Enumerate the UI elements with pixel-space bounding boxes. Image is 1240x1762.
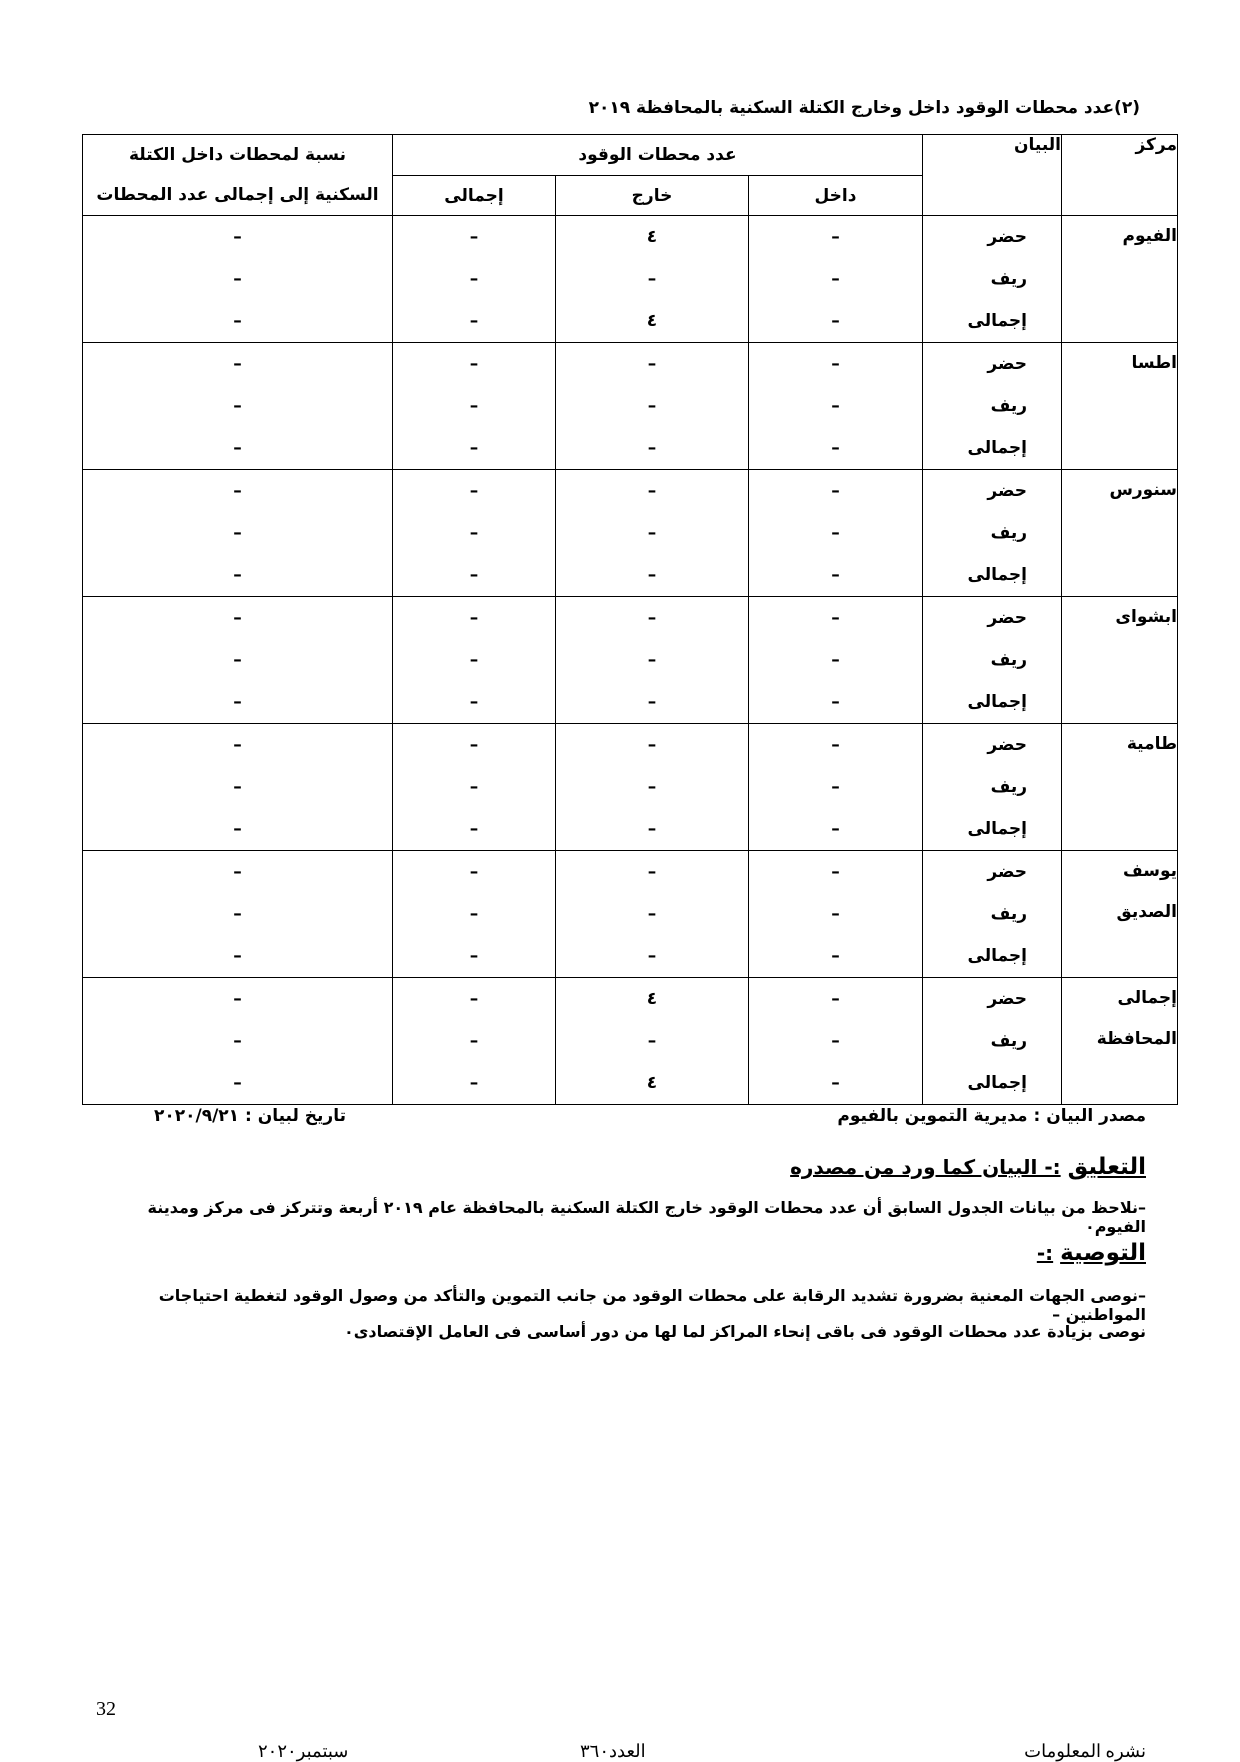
header-ratio bbox=[83, 135, 393, 216]
ratio-value: – bbox=[233, 565, 242, 585]
comment-heading-label: التعليق bbox=[1067, 1154, 1146, 1180]
bayan-label: حضر bbox=[987, 989, 1027, 1009]
date-text: تاريخ لبيان : ٢٠٢٠/٩/٢١ bbox=[154, 1106, 346, 1126]
outside-value: ٤ bbox=[646, 227, 658, 247]
inside-value: – bbox=[831, 692, 840, 712]
ratio-value: – bbox=[233, 989, 242, 1009]
outside-cell bbox=[556, 724, 749, 851]
bayan-label: حضر bbox=[987, 735, 1027, 755]
bayan-label: ريف bbox=[990, 523, 1027, 543]
ratio-cell bbox=[83, 978, 393, 1105]
inside-value: – bbox=[831, 946, 840, 966]
table-row-group bbox=[83, 470, 1178, 597]
outside-value: – bbox=[647, 269, 657, 289]
inside-value: – bbox=[831, 819, 840, 839]
total-cell bbox=[393, 978, 556, 1105]
ratio-value: – bbox=[233, 862, 242, 882]
markaz-name-line: الصديق bbox=[1116, 902, 1177, 922]
inside-value: – bbox=[831, 735, 840, 755]
ratio-value: – bbox=[233, 311, 242, 331]
markaz-name: الفيوم bbox=[1122, 226, 1177, 246]
header-total: إجمالى bbox=[393, 176, 556, 216]
bayan-label: ريف bbox=[990, 1031, 1027, 1051]
outside-cell bbox=[556, 343, 749, 470]
table-row-group bbox=[83, 597, 1178, 724]
inside-value: – bbox=[831, 862, 840, 882]
ratio-value: – bbox=[233, 354, 242, 374]
outside-cell bbox=[556, 597, 749, 724]
outside-cell bbox=[556, 470, 749, 597]
ratio-value: – bbox=[233, 481, 242, 501]
inside-value: – bbox=[831, 227, 840, 247]
total-value: – bbox=[469, 396, 479, 416]
ratio-value: – bbox=[233, 946, 242, 966]
inside-value: – bbox=[831, 1031, 840, 1051]
inside-cell bbox=[749, 978, 923, 1105]
outside-cell bbox=[556, 978, 749, 1105]
comment-text: –نلاحظ من بيانات الجدول السابق أن عدد محطات الوقود خارج الكتلة السكنية بالمحافظة عام ٢٠١٩ أربعة وتتركز فى مركز ومدينة الفيوم٠ bbox=[147, 1198, 1146, 1236]
total-value: – bbox=[469, 1073, 479, 1093]
page-number: 32 bbox=[96, 1698, 116, 1720]
total-value: – bbox=[469, 354, 479, 374]
total-value: – bbox=[469, 650, 479, 670]
table-row-group bbox=[83, 851, 1178, 978]
ratio-cell bbox=[83, 216, 393, 343]
header-ratio-line1: نسبة لمحطات داخل الكتلة bbox=[128, 145, 346, 165]
table-row-group bbox=[83, 343, 1178, 470]
markaz-name-line: المحافظة bbox=[1096, 1029, 1177, 1049]
bayan-label: إجمالى bbox=[967, 565, 1027, 585]
total-value: – bbox=[469, 989, 479, 1009]
bayan-label: حضر bbox=[987, 227, 1027, 247]
outside-value: – bbox=[647, 565, 657, 585]
outside-value: – bbox=[647, 396, 657, 416]
bayan-label: إجمالى bbox=[967, 311, 1027, 331]
table-row-group bbox=[83, 978, 1178, 1105]
markaz-cell bbox=[1062, 470, 1178, 597]
bayan-cell bbox=[923, 470, 1062, 597]
ratio-value: – bbox=[233, 819, 242, 839]
total-value: – bbox=[469, 438, 479, 458]
outside-value: – bbox=[647, 819, 657, 839]
outside-value: – bbox=[647, 1031, 657, 1051]
outside-value: – bbox=[647, 608, 657, 628]
inside-value: – bbox=[831, 650, 840, 670]
ratio-value: – bbox=[233, 396, 242, 416]
inside-value: – bbox=[831, 481, 840, 501]
table-row-group bbox=[83, 216, 1178, 343]
total-value: – bbox=[469, 735, 479, 755]
inside-value: – bbox=[831, 523, 840, 543]
ratio-value: – bbox=[233, 650, 242, 670]
bayan-label: إجمالى bbox=[967, 438, 1027, 458]
footer-bulletin: نشره المعلومات bbox=[1024, 1741, 1146, 1761]
ratio-value: – bbox=[233, 227, 242, 247]
bayan-label: ريف bbox=[990, 777, 1027, 797]
total-value: – bbox=[469, 692, 479, 712]
ratio-value: – bbox=[233, 1073, 242, 1093]
inside-value: – bbox=[831, 354, 840, 374]
header-inside: داخل bbox=[749, 176, 923, 216]
recommendation-line-1: –نوصى الجهات المعنية بضرورة تشديد الرقابة على محطات الوقود من جانب التموين والتأكد من وصول الوقود لتغطية احتياجات المواطنين – bbox=[158, 1286, 1146, 1324]
total-value: – bbox=[469, 481, 479, 501]
header-stations: عدد محطات الوقود bbox=[393, 135, 923, 176]
total-value: – bbox=[469, 523, 479, 543]
markaz-cell bbox=[1062, 343, 1178, 470]
total-cell bbox=[393, 851, 556, 978]
markaz-cell bbox=[1062, 597, 1178, 724]
total-value: – bbox=[469, 904, 479, 924]
outside-value: – bbox=[647, 438, 657, 458]
ratio-value: – bbox=[233, 608, 242, 628]
total-cell bbox=[393, 343, 556, 470]
bayan-label: إجمالى bbox=[967, 819, 1027, 839]
bayan-label: ريف bbox=[990, 396, 1027, 416]
total-cell bbox=[393, 597, 556, 724]
recommendation-line-2: نوصى بزيادة عدد محطات الوقود فى باقى إنحاء المراكز لما لها من دور أساسى فى العامل الإقتصادى٠ bbox=[344, 1322, 1146, 1341]
ratio-cell bbox=[83, 724, 393, 851]
header-markaz: مركز bbox=[1062, 135, 1178, 216]
comment-heading bbox=[790, 1154, 1146, 1180]
bayan-cell bbox=[923, 978, 1062, 1105]
markaz-name: طامية bbox=[1126, 734, 1177, 754]
bayan-cell bbox=[923, 216, 1062, 343]
comment-heading-rest: :- البيان كما ورد من مصدره bbox=[790, 1155, 1061, 1179]
header-bayan: البيان bbox=[923, 135, 1062, 216]
markaz-name-line: إجمالى bbox=[1117, 988, 1177, 1008]
total-value: – bbox=[469, 777, 479, 797]
bayan-label: ريف bbox=[990, 650, 1027, 670]
bayan-cell bbox=[923, 724, 1062, 851]
header-outside: خارج bbox=[556, 176, 749, 216]
inside-cell bbox=[749, 597, 923, 724]
bayan-cell bbox=[923, 597, 1062, 724]
total-cell bbox=[393, 216, 556, 343]
outside-value: ٤ bbox=[646, 311, 658, 331]
footer-issue: العدد٣٦٠ bbox=[580, 1741, 646, 1761]
fuel-stations-table bbox=[82, 134, 1178, 1105]
source-text: مصدر البيان : مديرية التموين بالفيوم bbox=[837, 1106, 1146, 1126]
bayan-cell bbox=[923, 343, 1062, 470]
ratio-value: – bbox=[233, 1031, 242, 1051]
ratio-value: – bbox=[233, 692, 242, 712]
total-value: – bbox=[469, 311, 479, 331]
recommendation-heading-rest: :- bbox=[1036, 1241, 1054, 1265]
inside-cell bbox=[749, 216, 923, 343]
total-value: – bbox=[469, 565, 479, 585]
outside-value: – bbox=[647, 862, 657, 882]
bayan-label: إجمالى bbox=[967, 946, 1027, 966]
inside-value: – bbox=[831, 904, 840, 924]
outside-value: – bbox=[647, 692, 657, 712]
bayan-label: حضر bbox=[987, 481, 1027, 501]
markaz-name-line: يوسف bbox=[1122, 861, 1177, 881]
inside-value: – bbox=[831, 565, 840, 585]
inside-value: – bbox=[831, 269, 840, 289]
ratio-value: – bbox=[233, 777, 242, 797]
table-row-group bbox=[83, 724, 1178, 851]
total-value: – bbox=[469, 946, 479, 966]
outside-value: – bbox=[647, 481, 657, 501]
outside-value: – bbox=[647, 946, 657, 966]
total-value: – bbox=[469, 819, 479, 839]
ratio-cell bbox=[83, 851, 393, 978]
bayan-cell bbox=[923, 851, 1062, 978]
ratio-value: – bbox=[233, 904, 242, 924]
total-value: – bbox=[469, 269, 479, 289]
ratio-value: – bbox=[233, 735, 242, 755]
markaz-name: اطسا bbox=[1131, 353, 1177, 373]
inside-cell bbox=[749, 724, 923, 851]
header-ratio-line2: السكنية إلى إجمالى عدد المحطات bbox=[96, 185, 379, 205]
total-value: – bbox=[469, 1031, 479, 1051]
ratio-cell bbox=[83, 343, 393, 470]
recommendation-heading-label: التوصية bbox=[1060, 1240, 1146, 1266]
markaz-cell bbox=[1062, 724, 1178, 851]
ratio-value: – bbox=[233, 438, 242, 458]
ratio-value: – bbox=[233, 269, 242, 289]
inside-cell bbox=[749, 470, 923, 597]
outside-value: – bbox=[647, 523, 657, 543]
markaz-cell bbox=[1062, 978, 1178, 1105]
table-title: (٢)عدد محطات الوقود داخل وخارج الكتلة السكنية بالمحافظة ٢٠١٩ bbox=[588, 98, 1140, 118]
outside-value: – bbox=[647, 650, 657, 670]
recommendation-heading bbox=[1037, 1240, 1146, 1266]
ratio-cell bbox=[83, 470, 393, 597]
inside-value: – bbox=[831, 438, 840, 458]
outside-cell bbox=[556, 216, 749, 343]
outside-value: – bbox=[647, 904, 657, 924]
bayan-label: ريف bbox=[990, 904, 1027, 924]
markaz-cell bbox=[1062, 216, 1178, 343]
inside-value: – bbox=[831, 1073, 840, 1093]
outside-value: – bbox=[647, 354, 657, 374]
outside-value: – bbox=[647, 735, 657, 755]
bayan-label: إجمالى bbox=[967, 692, 1027, 712]
total-value: – bbox=[469, 227, 479, 247]
bayan-label: ريف bbox=[990, 269, 1027, 289]
inside-value: – bbox=[831, 989, 840, 1009]
bayan-label: حضر bbox=[987, 608, 1027, 628]
ratio-cell bbox=[83, 597, 393, 724]
outside-value: ٤ bbox=[646, 989, 658, 1009]
markaz-cell bbox=[1062, 851, 1178, 978]
ratio-value: – bbox=[233, 523, 242, 543]
outside-cell bbox=[556, 851, 749, 978]
inside-value: – bbox=[831, 396, 840, 416]
inside-value: – bbox=[831, 777, 840, 797]
total-value: – bbox=[469, 608, 479, 628]
bayan-label: حضر bbox=[987, 354, 1027, 374]
markaz-name: ابشواى bbox=[1115, 607, 1177, 627]
outside-value: – bbox=[647, 777, 657, 797]
bayan-label: حضر bbox=[987, 862, 1027, 882]
footer-month: سبتمبر٢٠٢٠ bbox=[258, 1741, 349, 1761]
total-value: – bbox=[469, 862, 479, 882]
inside-cell bbox=[749, 343, 923, 470]
total-cell bbox=[393, 470, 556, 597]
total-cell bbox=[393, 724, 556, 851]
bayan-label: إجمالى bbox=[967, 1073, 1027, 1093]
inside-value: – bbox=[831, 608, 840, 628]
inside-value: – bbox=[831, 311, 840, 331]
outside-value: ٤ bbox=[646, 1073, 658, 1093]
markaz-name: سنورس bbox=[1109, 480, 1177, 500]
inside-cell bbox=[749, 851, 923, 978]
